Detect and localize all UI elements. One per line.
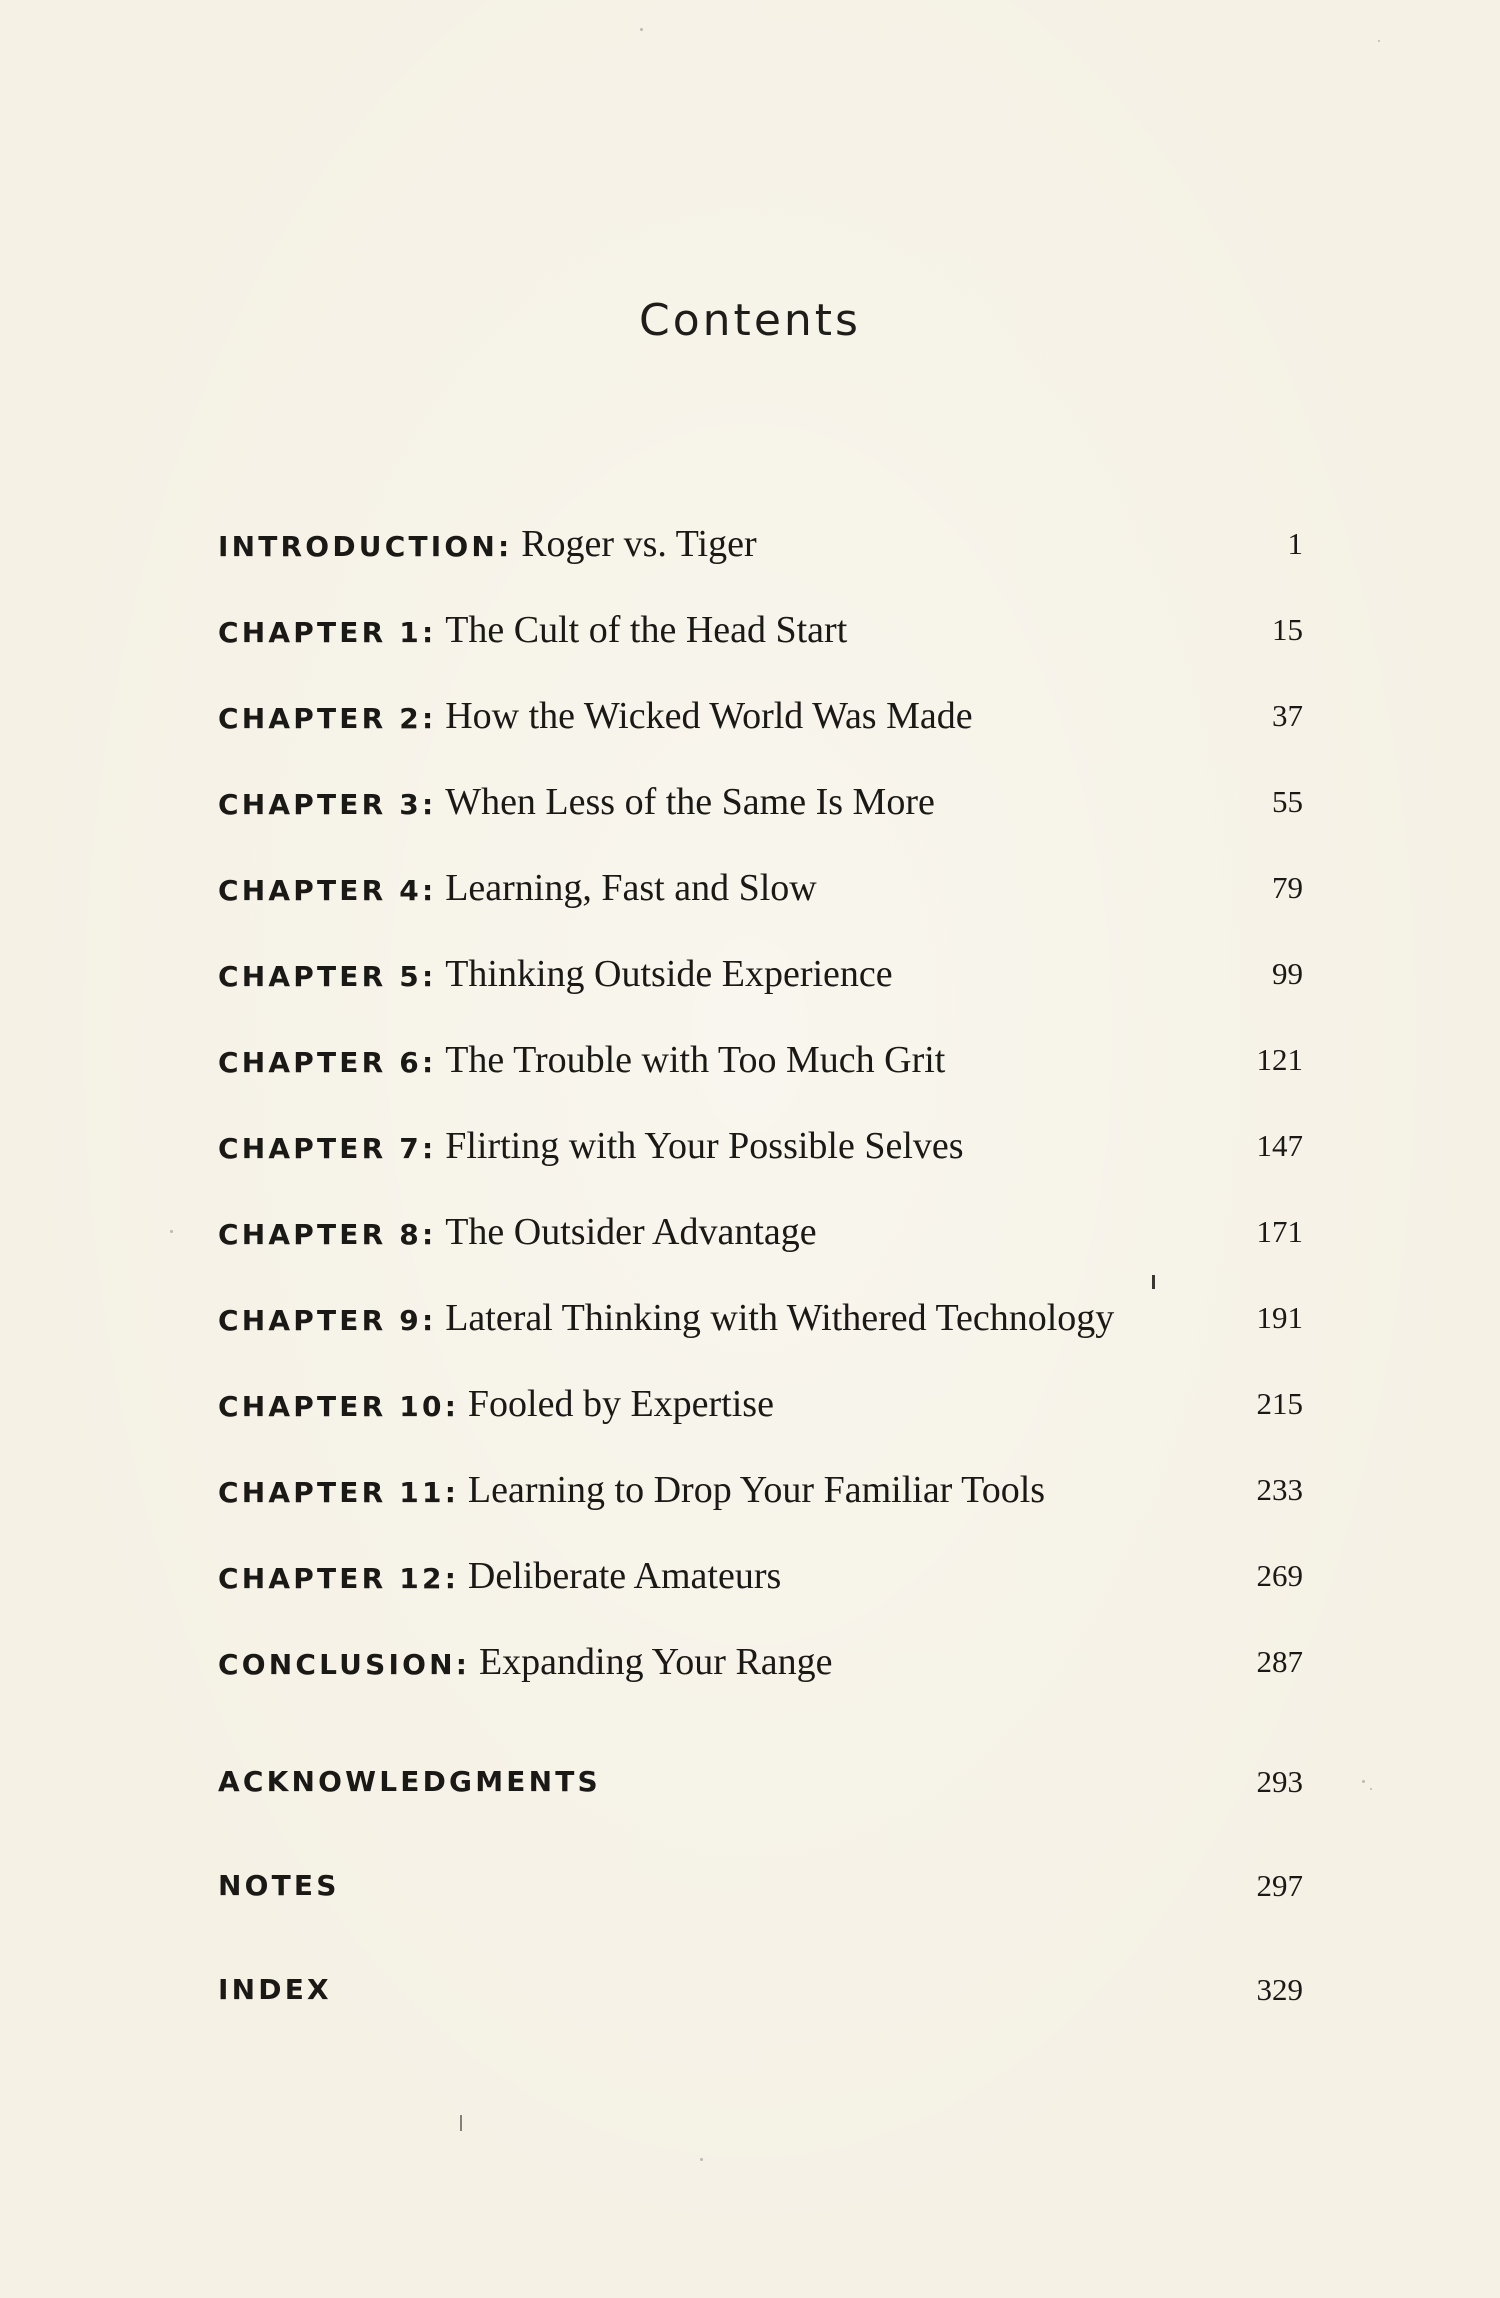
entry-page-number: 293 (1256, 1764, 1303, 1799)
entry-label: INDEX (218, 1973, 332, 2006)
toc-entry-chapter-12[interactable] (218, 1544, 1303, 1630)
entry-label: NOTES (218, 1869, 340, 1902)
entry-page-number: 171 (1256, 1214, 1303, 1249)
entry-page-number: 99 (1272, 956, 1303, 991)
entry-label: CHAPTER 4 (218, 874, 422, 907)
toc-entry-chapter-8[interactable] (218, 1200, 1303, 1286)
entry-title: How the Wicked World Was Made (445, 695, 973, 737)
entry-colon: : (422, 874, 434, 907)
entry-colon: : (444, 1390, 456, 1423)
entry-label: CHAPTER 9 (218, 1304, 422, 1337)
toc-entry-chapter-5[interactable] (218, 942, 1303, 1028)
entry-page-number: 215 (1256, 1386, 1303, 1421)
entry-page-number: 269 (1256, 1558, 1303, 1593)
table-of-contents (218, 512, 1303, 2062)
entry-title: Learning to Drop Your Familiar Tools (467, 1469, 1046, 1511)
entry-title: The Cult of the Head Start (445, 609, 848, 651)
entry-label: CHAPTER 1 (218, 616, 422, 649)
entry-colon: : (422, 788, 434, 821)
stray-mark (460, 2115, 462, 2131)
entry-title: The Outsider Advantage (445, 1211, 817, 1253)
entry-title: Roger vs. Tiger (521, 523, 757, 565)
toc-entry-introduction[interactable] (218, 512, 1303, 598)
entry-label: ACKNOWLEDGMENTS (218, 1765, 601, 1798)
entry-label: INTRODUCTION (218, 530, 498, 563)
entry-page-number: 121 (1256, 1042, 1303, 1077)
entry-label: CHAPTER 10 (218, 1390, 445, 1423)
entry-page-number: 329 (1256, 1972, 1303, 2007)
entry-label: CHAPTER 8 (218, 1218, 422, 1251)
toc-entry-notes[interactable] (218, 1854, 1303, 1958)
entry-colon: : (422, 1304, 434, 1337)
entry-colon: : (455, 1648, 467, 1681)
entry-colon: : (444, 1562, 456, 1595)
entry-colon: : (422, 1132, 434, 1165)
entry-title: When Less of the Same Is More (445, 781, 935, 823)
entry-page-number: 191 (1256, 1300, 1303, 1335)
toc-entry-chapter-7[interactable] (218, 1114, 1303, 1200)
entry-page-number: 15 (1272, 612, 1303, 647)
entry-page-number: 147 (1256, 1128, 1303, 1163)
entry-label: CHAPTER 5 (218, 960, 422, 993)
toc-entry-chapter-2[interactable] (218, 684, 1303, 770)
toc-entry-chapter-1[interactable] (218, 598, 1303, 684)
toc-entry-chapter-11[interactable] (218, 1458, 1303, 1544)
entry-page-number: 287 (1256, 1644, 1303, 1679)
entry-colon: : (444, 1476, 456, 1509)
toc-entry-chapter-4[interactable] (218, 856, 1303, 942)
toc-entry-acknowledgments[interactable] (218, 1750, 1303, 1854)
entry-label: CHAPTER 6 (218, 1046, 422, 1079)
entry-title: Deliberate Amateurs (467, 1555, 782, 1597)
entry-label: CHAPTER 12 (218, 1562, 445, 1595)
entry-title: Flirting with Your Possible Selves (445, 1125, 964, 1167)
entry-page-number: 37 (1272, 698, 1303, 733)
entry-title: Fooled by Expertise (467, 1383, 774, 1425)
toc-entry-chapter-10[interactable] (218, 1372, 1303, 1458)
entry-page-number: 297 (1256, 1868, 1303, 1903)
entry-label: CHAPTER 11 (218, 1476, 445, 1509)
toc-entry-conclusion[interactable] (218, 1630, 1303, 1716)
entry-colon: : (422, 960, 434, 993)
entry-label: CHAPTER 3 (218, 788, 422, 821)
entry-title: Thinking Outside Experience (445, 953, 893, 995)
entry-colon: : (498, 530, 510, 563)
contents-heading: Contents (639, 295, 861, 346)
toc-entry-chapter-3[interactable] (218, 770, 1303, 856)
entry-page-number: 1 (1287, 526, 1303, 561)
entry-label: CONCLUSION (218, 1648, 456, 1681)
entry-colon: : (422, 702, 434, 735)
toc-entry-chapter-6[interactable] (218, 1028, 1303, 1114)
entry-title: Expanding Your Range (478, 1641, 833, 1683)
entry-title: The Trouble with Too Much Grit (445, 1039, 946, 1081)
entry-colon: : (422, 1046, 434, 1079)
entry-colon: : (422, 616, 434, 649)
entry-page-number: 79 (1272, 870, 1303, 905)
entry-title: Learning, Fast and Slow (445, 867, 817, 909)
entry-page-number: 233 (1256, 1472, 1303, 1507)
entry-label: CHAPTER 2 (218, 702, 422, 735)
entry-page-number: 55 (1272, 784, 1303, 819)
entry-colon: : (422, 1218, 434, 1251)
entry-label: CHAPTER 7 (218, 1132, 422, 1165)
toc-entry-index[interactable] (218, 1958, 1303, 2062)
toc-entry-chapter-9[interactable] (218, 1286, 1303, 1372)
entry-title: Lateral Thinking with Withered Technology (445, 1297, 1115, 1339)
